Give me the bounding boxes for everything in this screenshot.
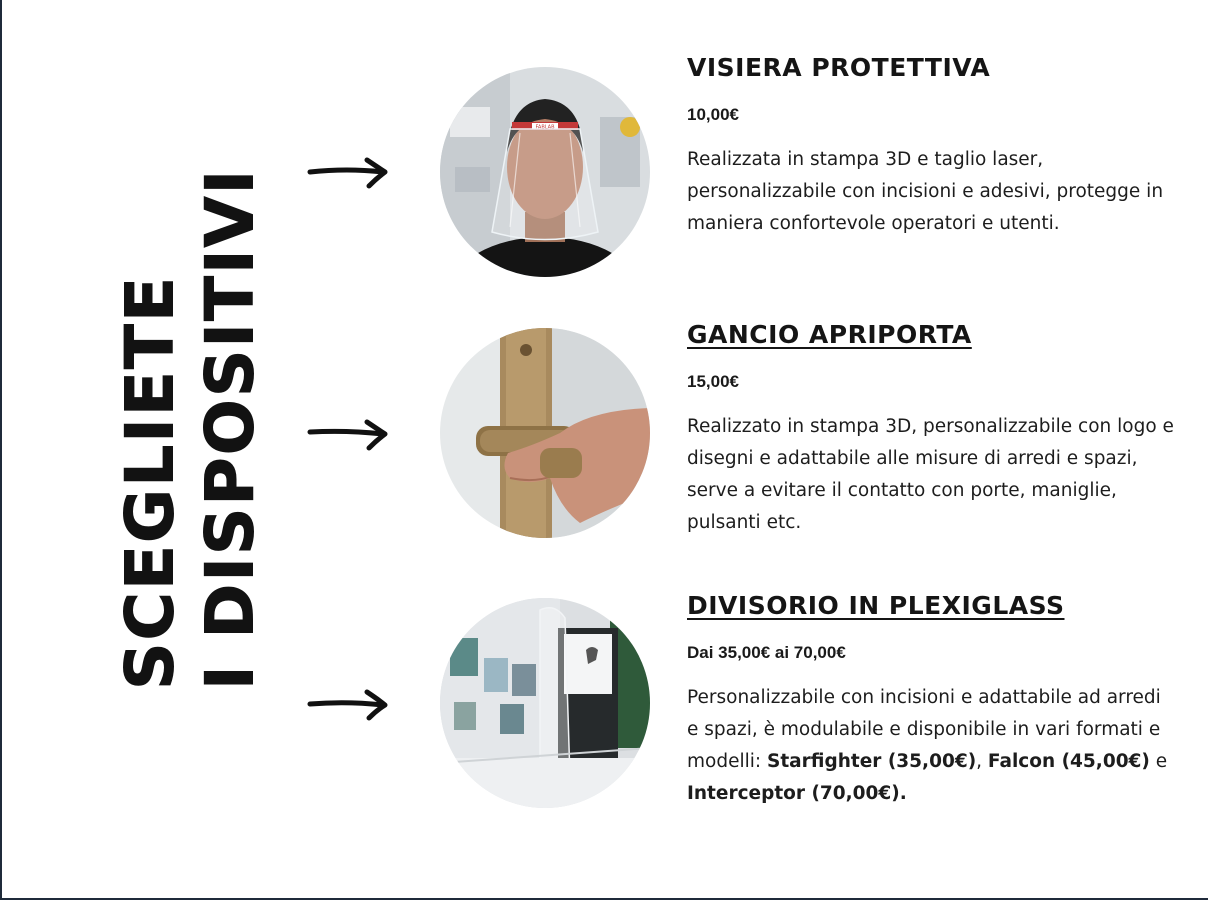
product-visiera — [687, 52, 1177, 240]
door-hook-photo — [440, 328, 650, 538]
product-price: 10,00€ — [687, 105, 739, 124]
product-title: DIVISORIO IN PLEXIGLASS — [687, 591, 1065, 620]
product-price: 15,00€ — [687, 372, 739, 391]
face-shield-photo — [440, 67, 650, 277]
arrow-right-icon — [307, 156, 393, 190]
heading-line-2: I DISPOSITIVI — [190, 167, 268, 690]
vertical-heading — [102, 167, 277, 690]
product-title: VISIERA PROTETTIVA — [687, 53, 991, 82]
model-interceptor: Interceptor (70,00€) — [687, 783, 900, 804]
heading-line-1: SCEGLIETE — [110, 274, 188, 690]
separator: . — [899, 783, 907, 804]
product-divisorio — [687, 590, 1177, 810]
product-gancio — [687, 319, 1177, 539]
model-falcon: Falcon (45,00€) — [987, 751, 1150, 772]
badge-text: FABLAB — [535, 124, 555, 131]
arrow-right-icon — [307, 418, 393, 452]
separator: , — [976, 751, 988, 772]
arrow-right-icon — [307, 688, 393, 722]
model-starfighter: Starfighter (35,00€) — [767, 751, 977, 772]
separator: e — [1149, 751, 1168, 772]
description-intro: Personalizzabile con incisioni e adattabile ad arredi e spazi, è modulabile e disponibile in vari formati e modelli: — [687, 687, 1161, 772]
plexiglass-divider-photo — [440, 598, 650, 808]
product-description: Realizzata in stampa 3D e taglio laser, personalizzabile con incisioni e adesivi, protegge in maniera confortevole operatori e utenti. — [687, 149, 1164, 234]
product-description: Realizzato in stampa 3D, personalizzabile con logo e disegni e adattabile alle misure di arredi e spazi, serve a evitare il contatto con porte, maniglie, pulsanti etc. — [687, 416, 1174, 533]
product-description — [687, 682, 1177, 810]
product-price: Dai 35,00€ ai 70,00€ — [687, 643, 846, 662]
product-title: GANCIO APRIPORTA — [687, 320, 972, 349]
